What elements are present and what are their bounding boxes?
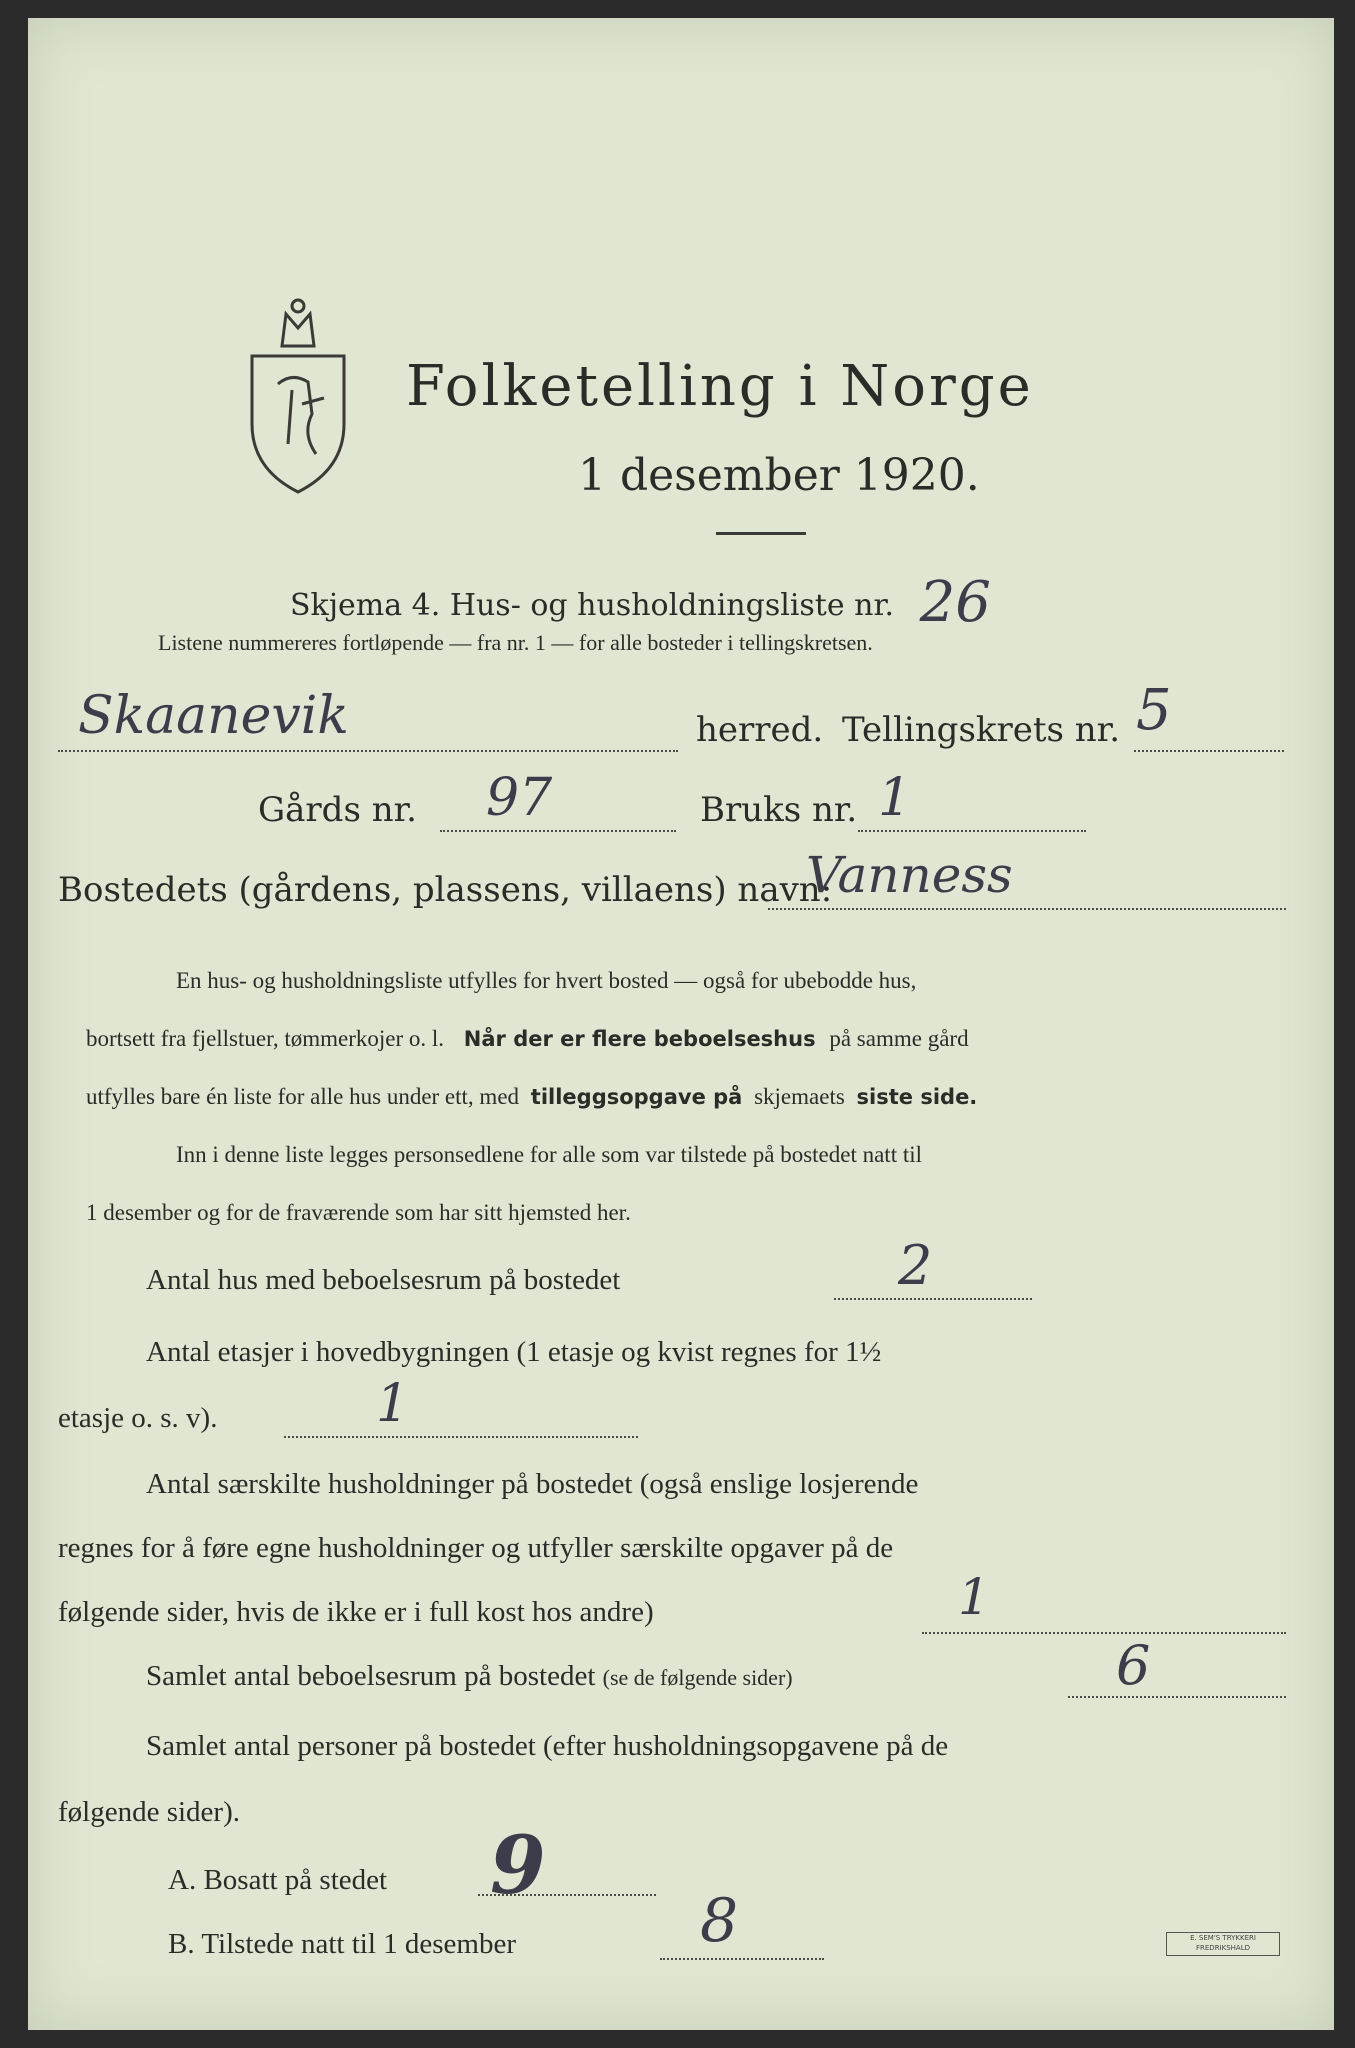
gards-label: Gårds nr. bbox=[258, 790, 417, 830]
a-value[interactable]: 9 bbox=[490, 1818, 546, 1912]
q4-label-text: Samlet antal beboelsesrum på bostedet bbox=[146, 1660, 596, 1692]
a-dotted-line bbox=[478, 1894, 656, 1896]
bosted-value[interactable]: Vanness bbox=[806, 846, 1013, 904]
stamp-line-2: FREDRIKSHALD bbox=[1195, 1944, 1250, 1952]
skjema-line bbox=[290, 564, 991, 635]
instr-3a: utfylles bare én liste for alle hus under ett, med bbox=[86, 1084, 520, 1109]
q1-label: Antal hus med beboelsesrum på bostedet bbox=[146, 1264, 621, 1296]
q1-value[interactable]: 2 bbox=[898, 1234, 933, 1297]
tellingskrets-value[interactable]: 5 bbox=[1136, 678, 1172, 743]
q5-line-1: Samlet antal personer på bostedet (efter husholdningsopgavene på de bbox=[146, 1730, 949, 1762]
skjema-label: Skjema 4. Hus- og husholdningsliste nr. bbox=[290, 588, 895, 623]
q2-line-2: etasje o. s. v). bbox=[58, 1402, 218, 1434]
instructions bbox=[86, 952, 1286, 1242]
q3-line-1: Antal særskilte husholdninger på bostedet (også enslige losjerende bbox=[146, 1468, 919, 1500]
q1-dotted-line bbox=[834, 1298, 1032, 1300]
instructions-line-1: En hus- og husholdningsliste utfylles for hvert bosted — også for ubebodde hus, bbox=[176, 968, 917, 993]
herred-label: herred. bbox=[696, 710, 824, 750]
tellingskrets-label: Tellingskrets nr. bbox=[842, 710, 1121, 750]
q2-dotted-line bbox=[284, 1436, 638, 1438]
bruks-value[interactable]: 1 bbox=[878, 768, 912, 828]
q3-value[interactable]: 1 bbox=[958, 1568, 990, 1626]
instructions-line-4: Inn i denne liste legges personsedlene for alle som var tilstede på bostedet natt til bbox=[176, 1142, 923, 1167]
bruks-dotted-line bbox=[858, 830, 1086, 832]
q4-dotted-line bbox=[1068, 1696, 1286, 1698]
norwegian-coat-of-arms-icon bbox=[242, 294, 354, 494]
q3-line-2: regnes for å føre egne husholdninger og utfyller særskilte opgaver på de bbox=[58, 1532, 894, 1564]
q2-value[interactable]: 1 bbox=[376, 1374, 410, 1434]
gards-value[interactable]: 97 bbox=[486, 768, 553, 828]
q5-line-2: følgende sider). bbox=[58, 1796, 240, 1828]
instr-2b: Når der er flere beboelseshus bbox=[463, 1027, 816, 1051]
herred-dotted-line bbox=[58, 750, 678, 752]
instructions-line-3 bbox=[86, 1068, 1286, 1126]
b-label: B. Tilstede natt til 1 desember bbox=[168, 1928, 516, 1960]
bruks-label: Bruks nr. bbox=[700, 790, 858, 830]
q3-dotted-line bbox=[922, 1632, 1286, 1634]
q2-line-1: Antal etasjer i hovedbygningen (1 etasje og kvist regnes for 1½ bbox=[146, 1336, 882, 1368]
bosted-dotted-line bbox=[768, 908, 1286, 910]
q4-label bbox=[146, 1660, 793, 1693]
listene-note: Listene nummereres fortløpende — fra nr. 1 — for alle bosteder i tellingskretsen. bbox=[158, 630, 873, 655]
printer-stamp bbox=[1166, 1932, 1280, 1956]
instructions-line-5: 1 desember og for de fraværende som har sitt hjemsted her. bbox=[86, 1200, 631, 1225]
census-form-page bbox=[28, 18, 1334, 2030]
b-dotted-line bbox=[660, 1958, 824, 1960]
q4-note: (se de følgende sider) bbox=[602, 1665, 793, 1690]
instructions-line-2 bbox=[86, 1010, 1286, 1068]
instr-3b: tilleggsopgave på bbox=[530, 1085, 743, 1109]
title-divider bbox=[716, 532, 806, 535]
tellingskrets-dotted-line bbox=[1134, 750, 1284, 752]
instr-2c: på samme gård bbox=[829, 1026, 969, 1051]
q4-value[interactable]: 6 bbox=[1116, 1634, 1151, 1697]
gards-dotted-line bbox=[440, 830, 676, 832]
instr-2a: bortsett fra fjellstuer, tømmerkojer o. l. bbox=[86, 1026, 445, 1051]
census-date: 1 desember 1920. bbox=[578, 450, 980, 501]
list-number-value[interactable]: 26 bbox=[919, 570, 991, 635]
instr-3c: skjemaets bbox=[754, 1084, 845, 1109]
herred-value[interactable]: Skaanevik bbox=[78, 686, 349, 746]
q3-line-3: følgende sider, hvis de ikke er i full kost hos andre) bbox=[58, 1596, 654, 1628]
a-label: A. Bosatt på stedet bbox=[168, 1864, 388, 1896]
bosted-label: Bostedets (gårdens, plassens, villaens) navn: bbox=[58, 870, 833, 910]
stamp-line-1: E. SEM'S TRYKKERI bbox=[1190, 1934, 1256, 1942]
instr-3d: siste side. bbox=[856, 1085, 978, 1109]
b-value[interactable]: 8 bbox=[700, 1886, 739, 1956]
form-title: Folketelling i Norge bbox=[406, 354, 1034, 419]
